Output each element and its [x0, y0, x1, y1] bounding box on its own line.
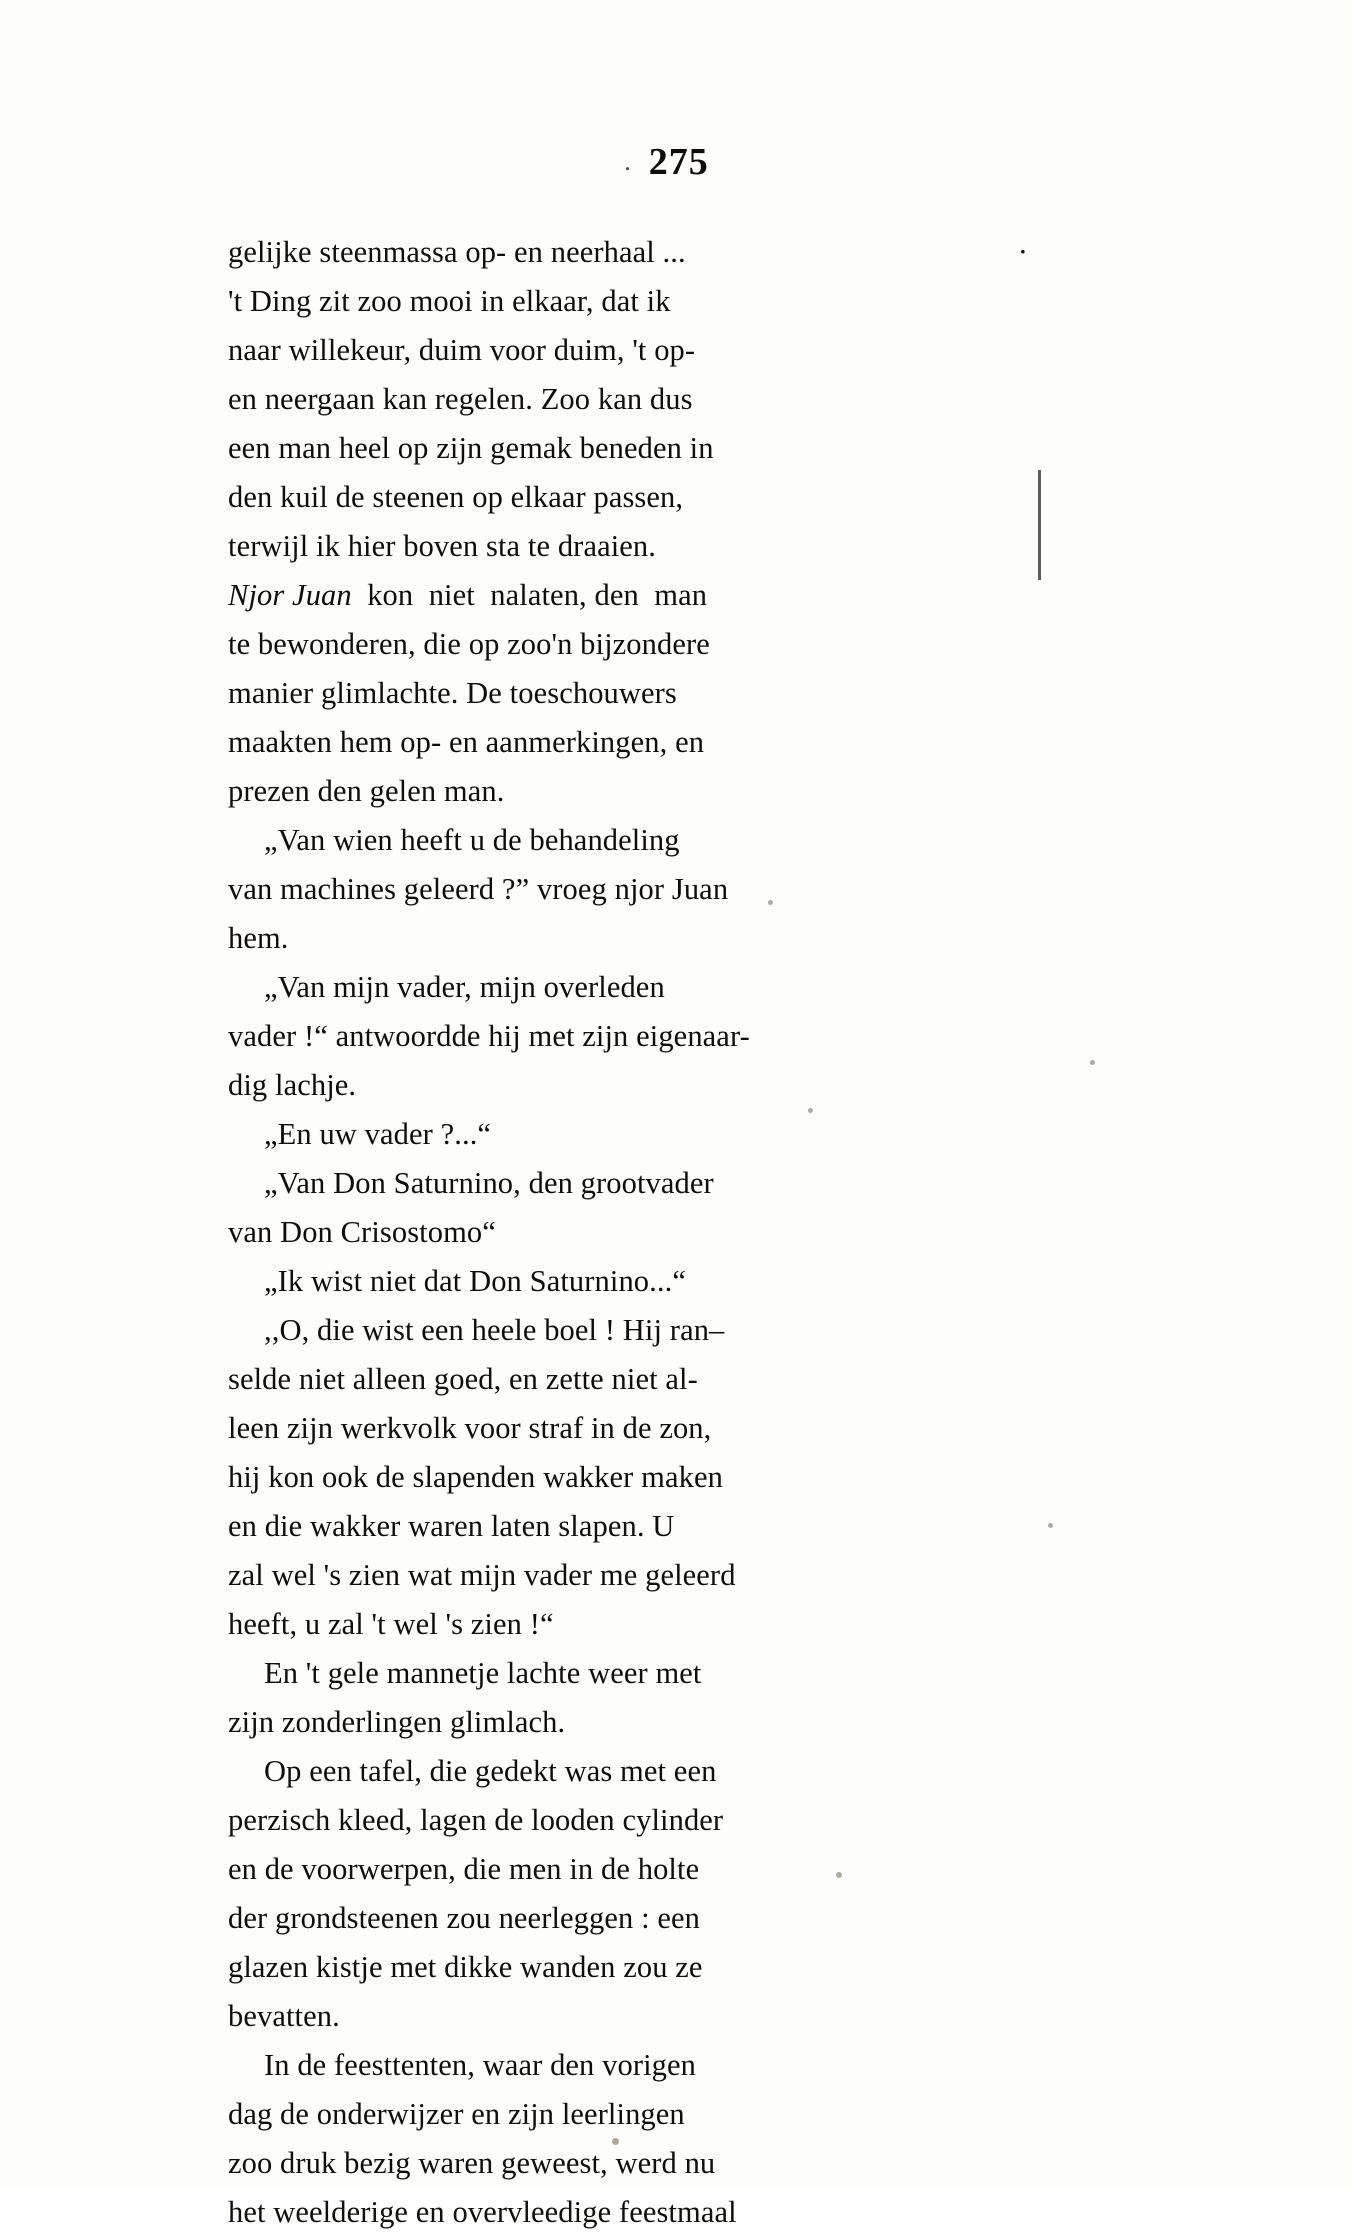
- text-line: dag de onderwijzer en zijn leerlingen: [228, 2097, 685, 2131]
- text-line: „En uw vader ?...“: [264, 1117, 492, 1151]
- text-line: Njor Juan kon niet nalaten, den man: [228, 578, 708, 612]
- text-line: „Van wien heeft u de behandeling: [264, 823, 680, 857]
- text-line: maakten hem op- en aanmerkingen, en: [228, 725, 705, 759]
- text-line: bevatten.: [228, 1999, 340, 2033]
- text-line: zal wel 's zien wat mijn vader me geleerd: [228, 1558, 736, 1592]
- text-line: heeft, u zal 't wel 's zien !“: [228, 1607, 554, 1641]
- text-line: glazen kistje met dikke wanden zou ze: [228, 1950, 703, 1984]
- text-line: ,,O, die wist een heele boel ! Hij ran–: [264, 1313, 725, 1347]
- trailing-dot-mark: ·: [1017, 235, 1028, 269]
- character-name-njor-juan: Njor Juan: [228, 578, 352, 612]
- paragraph: [228, 1110, 1028, 1159]
- text-line: hem.: [228, 921, 289, 955]
- paragraph: [228, 1159, 1028, 1257]
- scan-speck: [836, 1872, 842, 1878]
- line-text: gelijke steenmassa op- en neerhaal ...: [228, 235, 686, 269]
- text-line: dig lachje.: [228, 1068, 357, 1102]
- text-line: den kuil de steenen op elkaar passen,: [228, 480, 684, 514]
- scan-speck: [808, 1108, 813, 1113]
- text-line: selde niet alleen goed, en zette niet al-: [228, 1362, 698, 1396]
- text-line: perzisch kleed, lagen de looden cylinder: [228, 1803, 724, 1837]
- text-line: zoo druk bezig waren geweest, werd nu: [228, 2146, 716, 2180]
- margin-rule-mark: [1038, 470, 1041, 580]
- text-line: leen zijn werkvolk voor straf in de zon,: [228, 1411, 712, 1445]
- text-line: Op een tafel, die gedekt was met een: [264, 1754, 717, 1788]
- text-line: naar willekeur, duim voor duim, 't op-: [228, 333, 696, 367]
- paragraph: [228, 1257, 1028, 1306]
- page-number-leader: .: [624, 147, 631, 176]
- page-text-body: [228, 228, 1028, 2237]
- text-line: het weelderige en overvleedige feestmaal: [228, 2195, 737, 2229]
- text-line: te bewonderen, die op zoo'n bijzondere: [228, 627, 710, 661]
- text-line: manier glimlachte. De toeschouwers: [228, 676, 677, 710]
- text-line: „Van Don Saturnino, den grootvader: [264, 1166, 714, 1200]
- paragraph: [228, 571, 1028, 816]
- paragraph: [228, 228, 1028, 571]
- text-line: en neergaan kan regelen. Zoo kan dus: [228, 382, 693, 416]
- text-line: 't Ding zit zoo mooi in elkaar, dat ik: [228, 284, 671, 318]
- text-line: „Ik wist niet dat Don Saturnino...“: [264, 1264, 686, 1298]
- text-line: een man heel op zijn gemak beneden in: [228, 431, 714, 465]
- text-line: en die wakker waren laten slapen. U: [228, 1509, 675, 1543]
- text-line: en de voorwerpen, die men in de holte: [228, 1852, 700, 1886]
- scan-speck: [1048, 1523, 1053, 1528]
- text-line: van machines geleerd ?” vroeg njor Juan: [228, 872, 729, 906]
- text-line: van Don Crisostomo“: [228, 1215, 496, 1249]
- text-line: [228, 228, 1028, 277]
- paragraph: [228, 1747, 1028, 2041]
- paragraph: [228, 1649, 1028, 1747]
- paragraph: [228, 1306, 1028, 1649]
- page-number: [0, 140, 1351, 184]
- text-line: En 't gele mannetje lachte weer met: [264, 1656, 702, 1690]
- paragraph: [228, 816, 1028, 963]
- text-line: prezen den gelen man.: [228, 774, 505, 808]
- text-line: In de feesttenten, waar den vorigen: [264, 2048, 697, 2082]
- text-line: zijn zonderlingen glimlach.: [228, 1705, 566, 1739]
- text-line: vader !“ antwoordde hij met zijn eigenaar-: [228, 1019, 750, 1053]
- paragraph: [228, 2041, 1028, 2237]
- scan-speck: [768, 900, 773, 905]
- text-line: hij kon ook de slapenden wakker maken: [228, 1460, 723, 1494]
- paragraph: [228, 963, 1028, 1110]
- text-line: „Van mijn vader, mijn overleden: [264, 970, 665, 1004]
- page-number-value: 275: [648, 141, 709, 183]
- text-line: der grondsteenen zou neerleggen : een: [228, 1901, 700, 1935]
- scan-speck: [612, 2138, 619, 2145]
- text-line: terwijl ik hier boven sta te draaien.: [228, 529, 657, 563]
- scan-speck: [1090, 1060, 1095, 1065]
